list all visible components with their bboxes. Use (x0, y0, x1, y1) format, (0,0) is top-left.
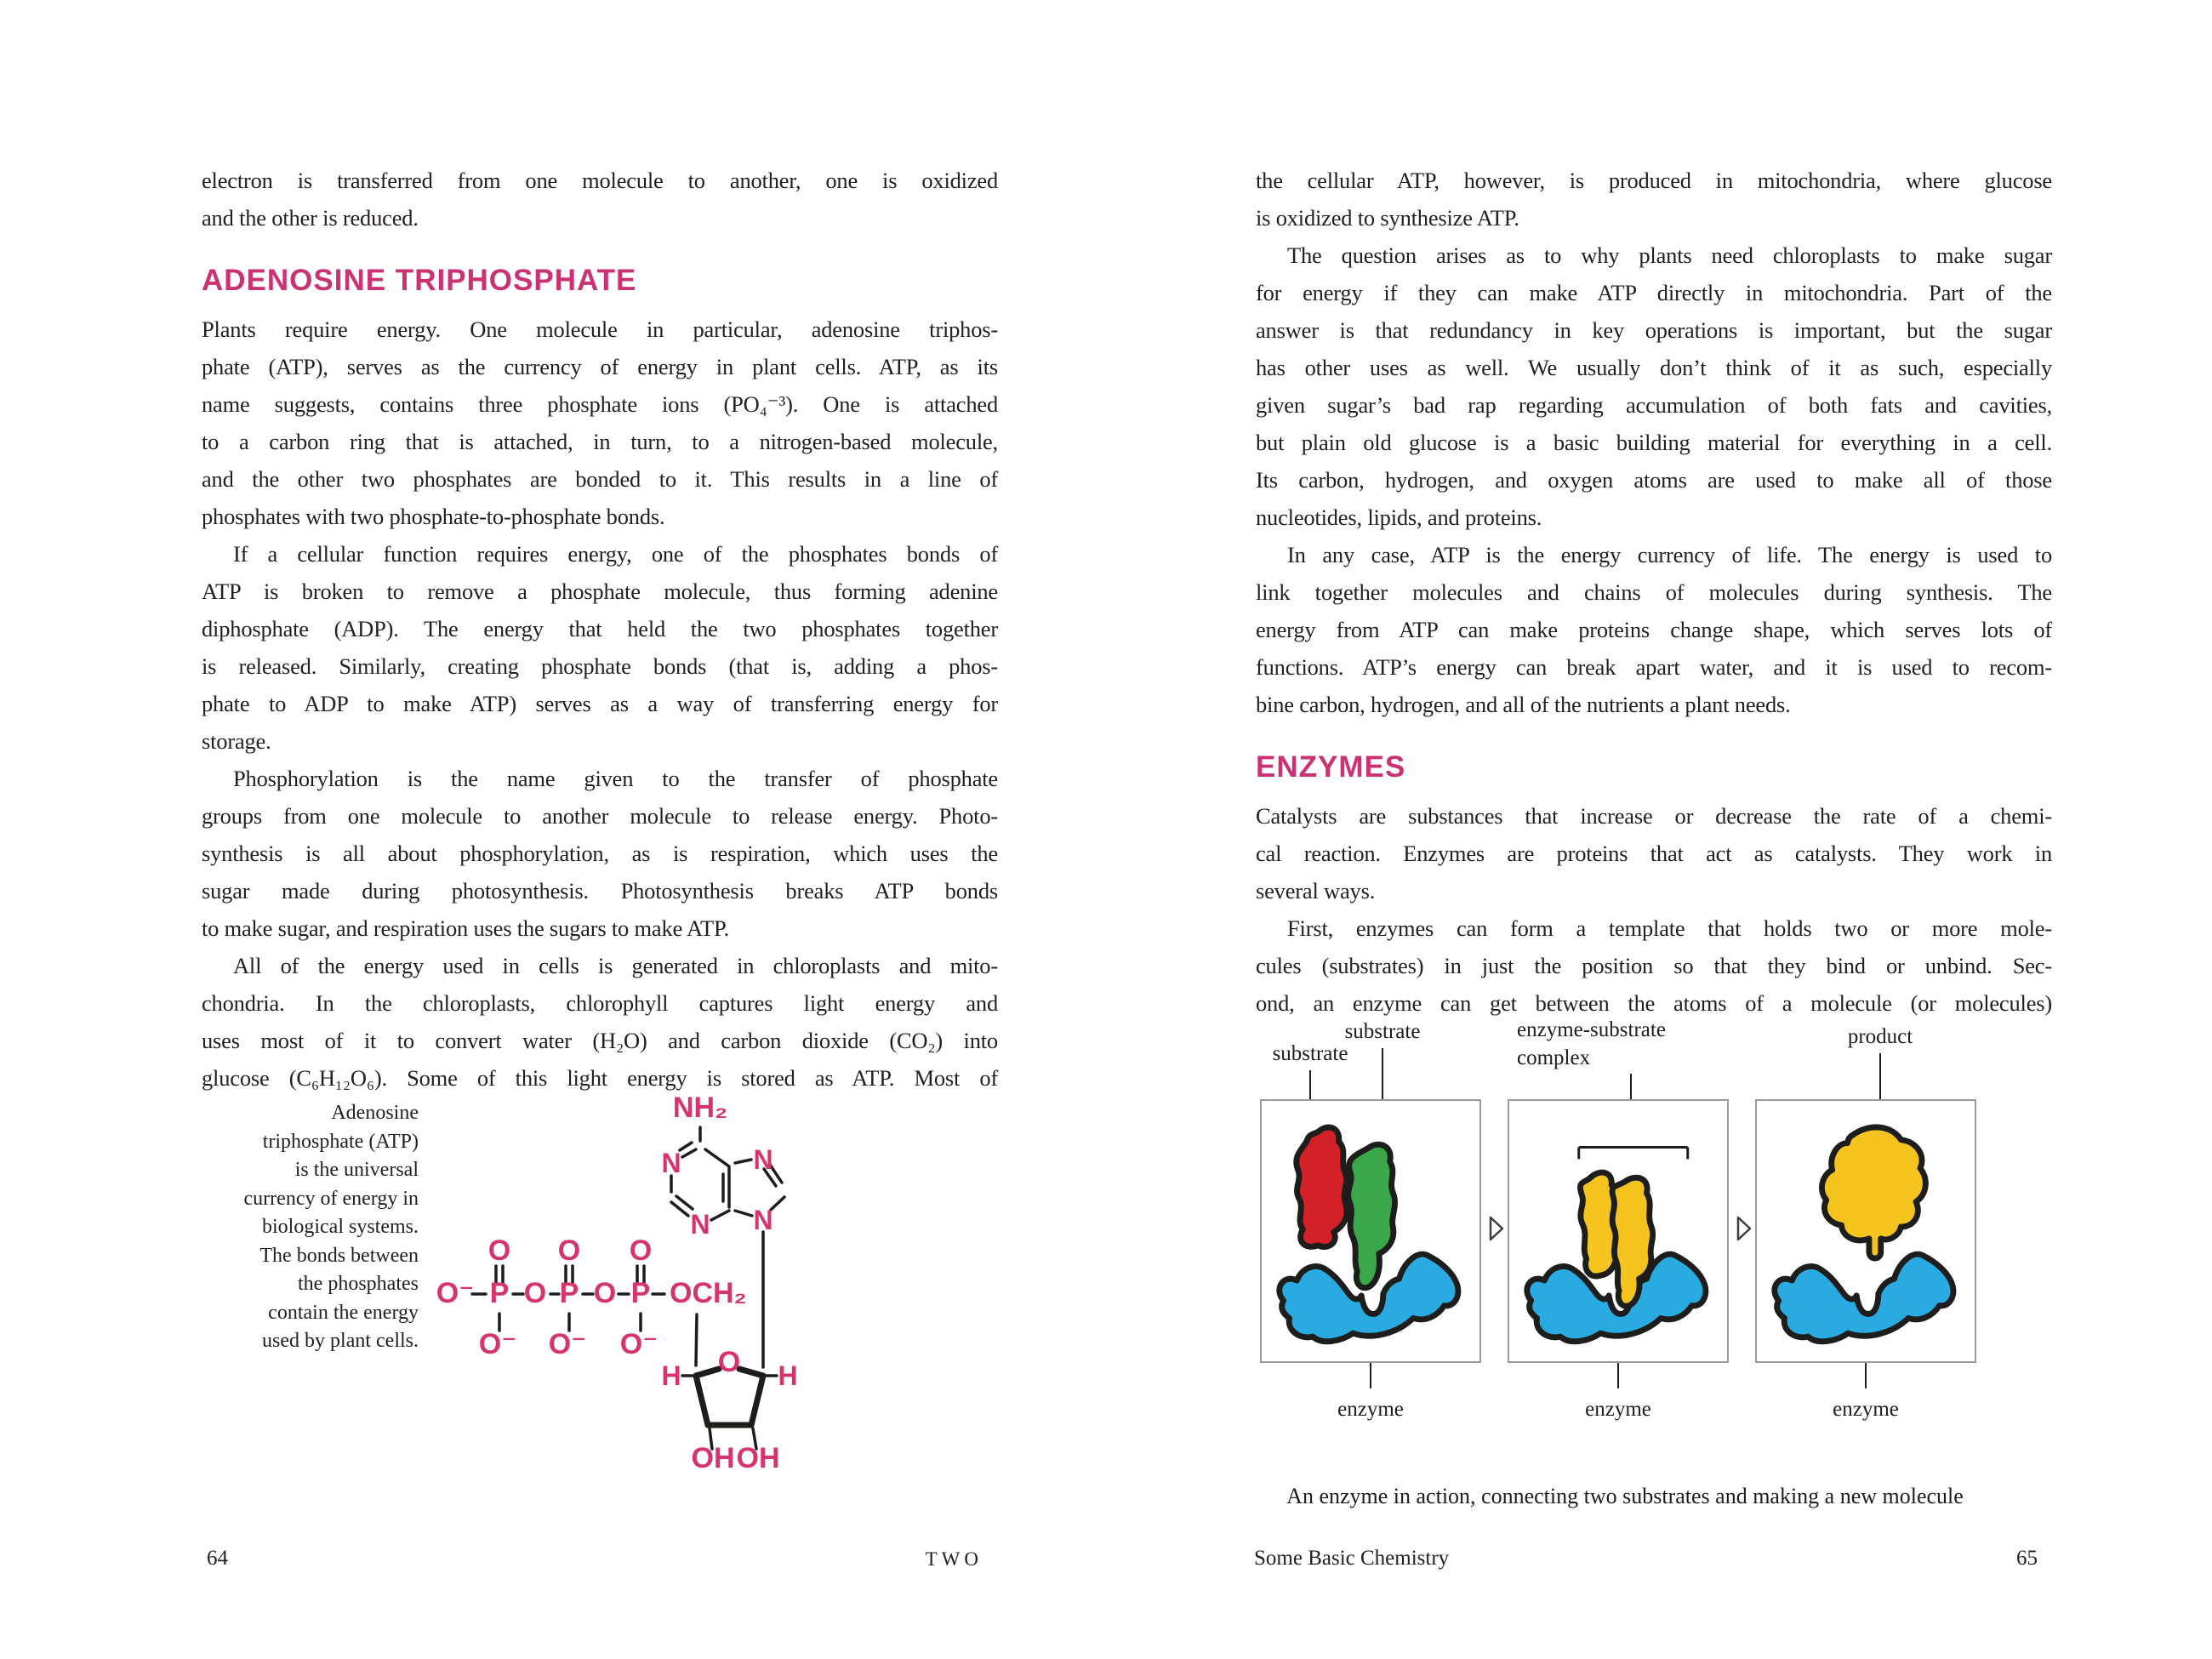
substrate-green-shape (1348, 1144, 1395, 1287)
atom-labels (436, 1092, 798, 1474)
arrow-right-icon (1487, 1215, 1506, 1242)
substrate-label-2: substrate (1344, 1020, 1421, 1043)
body-text-line: sugar made during photosynthesis. Photosynthesis breaks ATP bonds (202, 878, 998, 904)
paragraph (1256, 797, 2052, 909)
left-text-column (202, 162, 998, 1097)
body-text-line: energy from ATP can make proteins change shape, which serves lots of (1256, 617, 2052, 642)
atom-label: O⁻ (619, 1328, 658, 1360)
body-text-line: electron is transferred from one molecule to another, one is oxidized (202, 168, 998, 193)
caption-line: currency of energy in (243, 1187, 419, 1210)
atom-label: O (523, 1277, 547, 1309)
body-text-line: Its carbon, hydrogen, and oxygen atoms are used to make all of those (1256, 467, 2052, 493)
body-text-line: synthesis is all about phosphorylation, as is respiration, which uses the (202, 841, 998, 866)
body-text-line: for energy if they can make ATP directly in mitochondria. Part of the (1256, 280, 2052, 305)
paragraph (202, 311, 998, 535)
body-text-line: the cellular ATP, however, is produced in mitochondria, where glucose (1256, 168, 2052, 193)
body-text-line: ond, an enzyme can get between the atoms of a molecule (or molecules) (1256, 990, 2052, 1016)
body-text-line: The question arises as to why plants need chloroplasts to make sugar (1287, 242, 2052, 268)
paragraph (202, 162, 998, 237)
atom-label: OH (691, 1442, 735, 1474)
caption-line: the phosphates (298, 1273, 419, 1295)
atom-label: O (593, 1277, 617, 1309)
right-text-column (1256, 162, 2052, 1022)
body-text-line: uses most of it to convert water (H₂O) and carbon dioxide (CO₂) into (202, 1028, 998, 1053)
enzyme-label-2: enzyme (1585, 1398, 1651, 1421)
body-text-line: given sugar’s bad rap regarding accumulation of both fats and cavities, (1256, 392, 2052, 418)
atom-label: N (753, 1144, 773, 1175)
section-heading: ENZYMES (1256, 750, 1406, 784)
body-text-line: diphosphate (ADP). The energy that held the two phosphates together (202, 616, 998, 641)
atom-label: O⁻ (436, 1277, 475, 1309)
body-text-line: If a cellular function requires energy, one of the phosphates bonds of (233, 541, 998, 567)
enzyme-shape (1775, 1254, 1953, 1342)
atom-label: O (487, 1234, 511, 1267)
complex-bracket (1579, 1148, 1688, 1160)
substrate-red-shape (1297, 1127, 1347, 1246)
caption-line: Adenosine (331, 1102, 419, 1124)
atp-caption (213, 1099, 419, 1356)
body-text-line: is released. Similarly, creating phosphate bonds (that is, adding a phos- (202, 653, 998, 679)
body-text-line: phate (ATP), serves as the currency of energy in plant cells. ATP, as its (202, 354, 998, 379)
body-text-line: cal reaction. Enzymes are proteins that act as catalysts. They work in (1256, 841, 2052, 866)
body-text-line: to a carbon ring that is attached, in turn, to a nitrogen-based molecule, (202, 429, 998, 454)
body-text-line: groups from one molecule to another molecule to release energy. Photo- (202, 803, 998, 829)
body-text-line: First, enzymes can form a template that holds two or more mole- (1287, 915, 2052, 941)
atom-label: OH (736, 1442, 780, 1474)
page-number: 65 (2016, 1547, 2038, 1570)
atom-label: O (629, 1234, 653, 1267)
body-text-line: chondria. In the chloroplasts, chlorophyll captures light energy and (202, 990, 998, 1016)
caption-line: triphosphate (ATP) (262, 1130, 419, 1153)
body-text-line: link together molecules and chains of molecules during synthesis. The (1256, 579, 2052, 605)
body-text-line: to make sugar, and respiration uses the sugars to make ATP. (202, 915, 730, 941)
atom-label: O (557, 1234, 581, 1267)
complex-label-line1: enzyme-substrate (1517, 1018, 1666, 1041)
body-text-line: is oxidized to synthesize ATP. (1256, 205, 1519, 231)
atom-label: H (661, 1360, 681, 1391)
atom-label: P (559, 1277, 579, 1309)
enzyme-label-3: enzyme (1833, 1398, 1899, 1421)
atom-label: H (778, 1360, 798, 1391)
product-label: product (1847, 1025, 1913, 1048)
paragraph (202, 760, 998, 947)
atom-label: NH₂ (672, 1092, 728, 1124)
atom-label: OCH₂ (670, 1277, 747, 1309)
right-page (1106, 0, 2212, 1659)
arrow-right-icon (1735, 1215, 1753, 1242)
product-shape (1821, 1127, 1925, 1258)
atom-label: O⁻ (478, 1328, 517, 1360)
body-text-line: phate to ADP to make ATP) serves as a way of transferring energy for (202, 691, 998, 716)
atom-label: N (753, 1205, 773, 1235)
body-text-line: Catalysts are substances that increase or decrease the rate of a chemi- (1256, 803, 2052, 829)
enzyme-panel-2 (1508, 1099, 1729, 1363)
atp-molecule-diagram (430, 1068, 1008, 1544)
body-text-line: ATP is broken to remove a phosphate molecule, thus forming adenine (202, 579, 998, 604)
caption-line: used by plant cells. (262, 1330, 419, 1352)
paragraph (1256, 909, 2052, 1022)
body-text-line: All of the energy used in cells is generated in chloroplasts and mito- (233, 953, 998, 978)
complex-label (1517, 1016, 1666, 1072)
body-text-line: functions. ATP’s energy can break apart water, and it is used to recom- (1256, 654, 2052, 680)
enzyme-panel-3 (1755, 1099, 1976, 1363)
body-text-line: bine carbon, hydrogen, and all of the nutrients a plant needs. (1256, 692, 1791, 717)
body-text-line: In any case, ATP is the energy currency of life. The energy is used to (1287, 542, 2052, 567)
caption-line: contain the energy (268, 1301, 419, 1324)
atom-label: O⁻ (548, 1328, 587, 1360)
running-head: Some Basic Chemistry (1254, 1547, 1450, 1570)
body-text-line: has other uses as well. We usually don’t think of it as such, especially (1256, 355, 2052, 380)
enzyme-panel-1 (1260, 1099, 1481, 1363)
body-text-line: answer is that redundancy in key operations is important, but the sugar (1256, 317, 2052, 343)
section-heading: ADENOSINE TRIPHOSPHATE (202, 264, 637, 297)
enzyme-label-1: enzyme (1337, 1398, 1404, 1421)
body-text-line: Plants require energy. One molecule in particular, adenosine triphos- (202, 316, 998, 342)
complex-label-line2: complex (1517, 1046, 1591, 1069)
atom-label: P (489, 1277, 510, 1309)
body-text-line: but plain old glucose is a basic building material for everything in a cell. (1256, 430, 2052, 455)
enzyme-diagram-caption: An enzyme in action, connecting two substrates and making a new molecule (1286, 1484, 1964, 1508)
body-text-line: several ways. (1256, 878, 1376, 904)
body-text-line: glucose (C₆H₁₂O₆). Some of this light energy is stored as ATP. Most of (202, 1065, 998, 1091)
running-head: TWO (925, 1548, 983, 1570)
body-text-line: Phosphorylation is the name given to the transfer of phosphate (233, 766, 998, 791)
atom-label: N (690, 1209, 710, 1240)
body-text-line: cules (substrates) in just the position so that they bind or unbind. Sec- (1256, 953, 2052, 978)
body-text-line: phosphates with two phosphate-to-phosphate bonds. (202, 504, 665, 529)
caption-line: biological systems. (262, 1216, 419, 1238)
body-text-line: storage. (202, 728, 271, 754)
atom-label: N (661, 1148, 681, 1178)
paragraph (1256, 536, 2052, 723)
paragraph (1256, 237, 2052, 536)
body-text-line: and the other two phosphates are bonded to it. This results in a line of (202, 466, 998, 492)
caption-line: is the universal (294, 1159, 419, 1181)
caption-line: The bonds between (259, 1244, 419, 1267)
body-text-line: name suggests, contains three phosphate ions (PO₄⁻³). One is attached (202, 391, 998, 417)
paragraph (202, 535, 998, 760)
body-text-line: nucleotides, lipids, and proteins. (1256, 505, 1542, 530)
atom-label: P (630, 1277, 651, 1309)
paragraph (1256, 162, 2052, 237)
substrate-label-1: substrate (1272, 1042, 1348, 1065)
atom-label: O (717, 1346, 741, 1378)
body-text-line: and the other is reduced. (202, 205, 419, 231)
page-number: 64 (207, 1547, 228, 1570)
